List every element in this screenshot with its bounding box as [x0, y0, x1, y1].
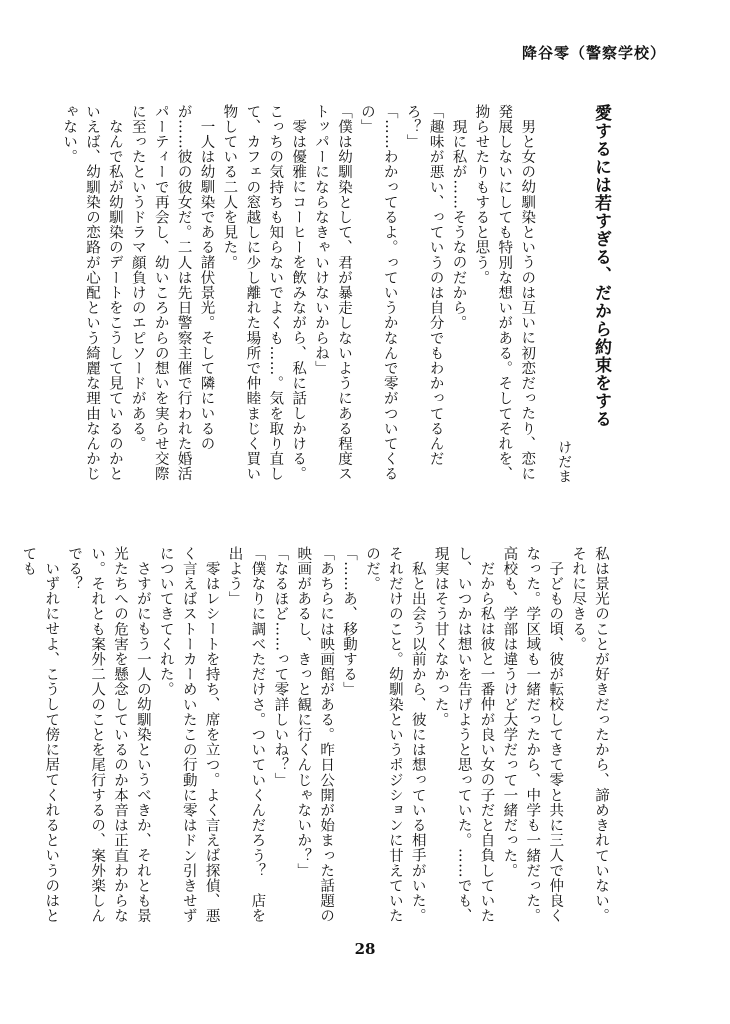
paragraph: だから私は彼と一番仲が良い女の子だと自負していたし、いつかは想いを告げようと思っていた。……でも、現実はそう甘くなかった。	[432, 546, 495, 924]
paragraph: 私は景光のことが好きだったから、諦めきれていない。それに尽きる。	[570, 546, 609, 924]
paragraph: 零はレシートを持ち、席を立つ。よく言えば探偵、悪く言えばストーカーめいたこの行動に零はドン引きせずについてきてくれた。	[157, 546, 220, 924]
paragraph: なんで私が幼馴染のデートをこうして見ているのかといえば、幼馴染の恋路が心配という綺麗な理由なんかじゃない。	[61, 104, 123, 482]
paragraph: 「あちらには映画館がある。昨日公開が始まった話題の映画があるし、きっと観に行くんじゃないか？」	[295, 546, 335, 924]
running-header: 降谷零（警察学校）	[521, 44, 666, 62]
author-name: けだま	[556, 440, 573, 484]
paragraph: 「趣味が悪い、っていうのは自分でもわかってるんだろ？」	[404, 104, 444, 467]
paragraph: 「僕なりに調べただけさ。ついていくんだろう？ 店を出よう」	[226, 546, 266, 924]
top-body-text	[57, 104, 538, 484]
paragraph: いずれにせよ、こうして傍に居てくれるというのはとても	[20, 546, 60, 923]
paragraph: 「なるほど……って零詳しいね？」	[272, 546, 289, 788]
paragraph: 零は優雅にコーヒーを飲みながら、私に話しかける。こっちの気持ちも知らないでよくも……。気を取り直して、カフェの窓越しに少し離れた場所で仲睦まじく買い物している二人を見た。	[221, 104, 307, 482]
top-text-block	[57, 104, 612, 484]
paragraph: 男と女の幼馴染というのは互いに初恋だったり、恋に発展しないにしても特別な想いがある。そしてそれを、拗らせたりもすると思う。	[473, 104, 536, 482]
story-title: 愛するには若すぎる、だから約束をする	[591, 104, 611, 428]
paragraph: 子どもの頃、彼が転校してきて零と共に三人で仲良くなった。学区域も一緒だったから、中学も一緒だった。高校も、学部は違うけど大学だって一緒だった。	[501, 546, 564, 924]
paragraph: 私と出会う以前から、彼には想っている相手がいた。それだけのこと。幼馴染というポジションに甘えていたのだ。	[363, 546, 426, 924]
bottom-text-block	[16, 546, 612, 926]
paragraph: 「……あ、移動する」	[341, 546, 358, 697]
paragraph: 「……わかってるよ。っていうかなんで零がついてくるの」	[358, 104, 398, 482]
paragraph: 「僕は幼馴染として、君が暴走しないようにある程度ストッパーにならなきゃいけないからね」	[313, 104, 352, 482]
paragraph: さすがにもう一人の幼馴染というべきか、それとも景光たちへの危害を懸念しているのか本音は正直わからない。それとも案外二人のことを尾行するの、案外楽しんでる？	[66, 546, 151, 924]
bottom-body-text	[16, 546, 612, 926]
paragraph: 現に私が……そうなのだから。	[450, 118, 467, 330]
page-number: 28	[354, 940, 376, 958]
paragraph: 一人は幼馴染である諸伏景光。そして隣にいるのが……彼の彼女だ。二人は先日警察主催で行われた婚活パーティーで再会し、幼いころからの想いを実らせ交際に至ったというドラマ顔負けのエピソードがある。	[129, 104, 215, 482]
